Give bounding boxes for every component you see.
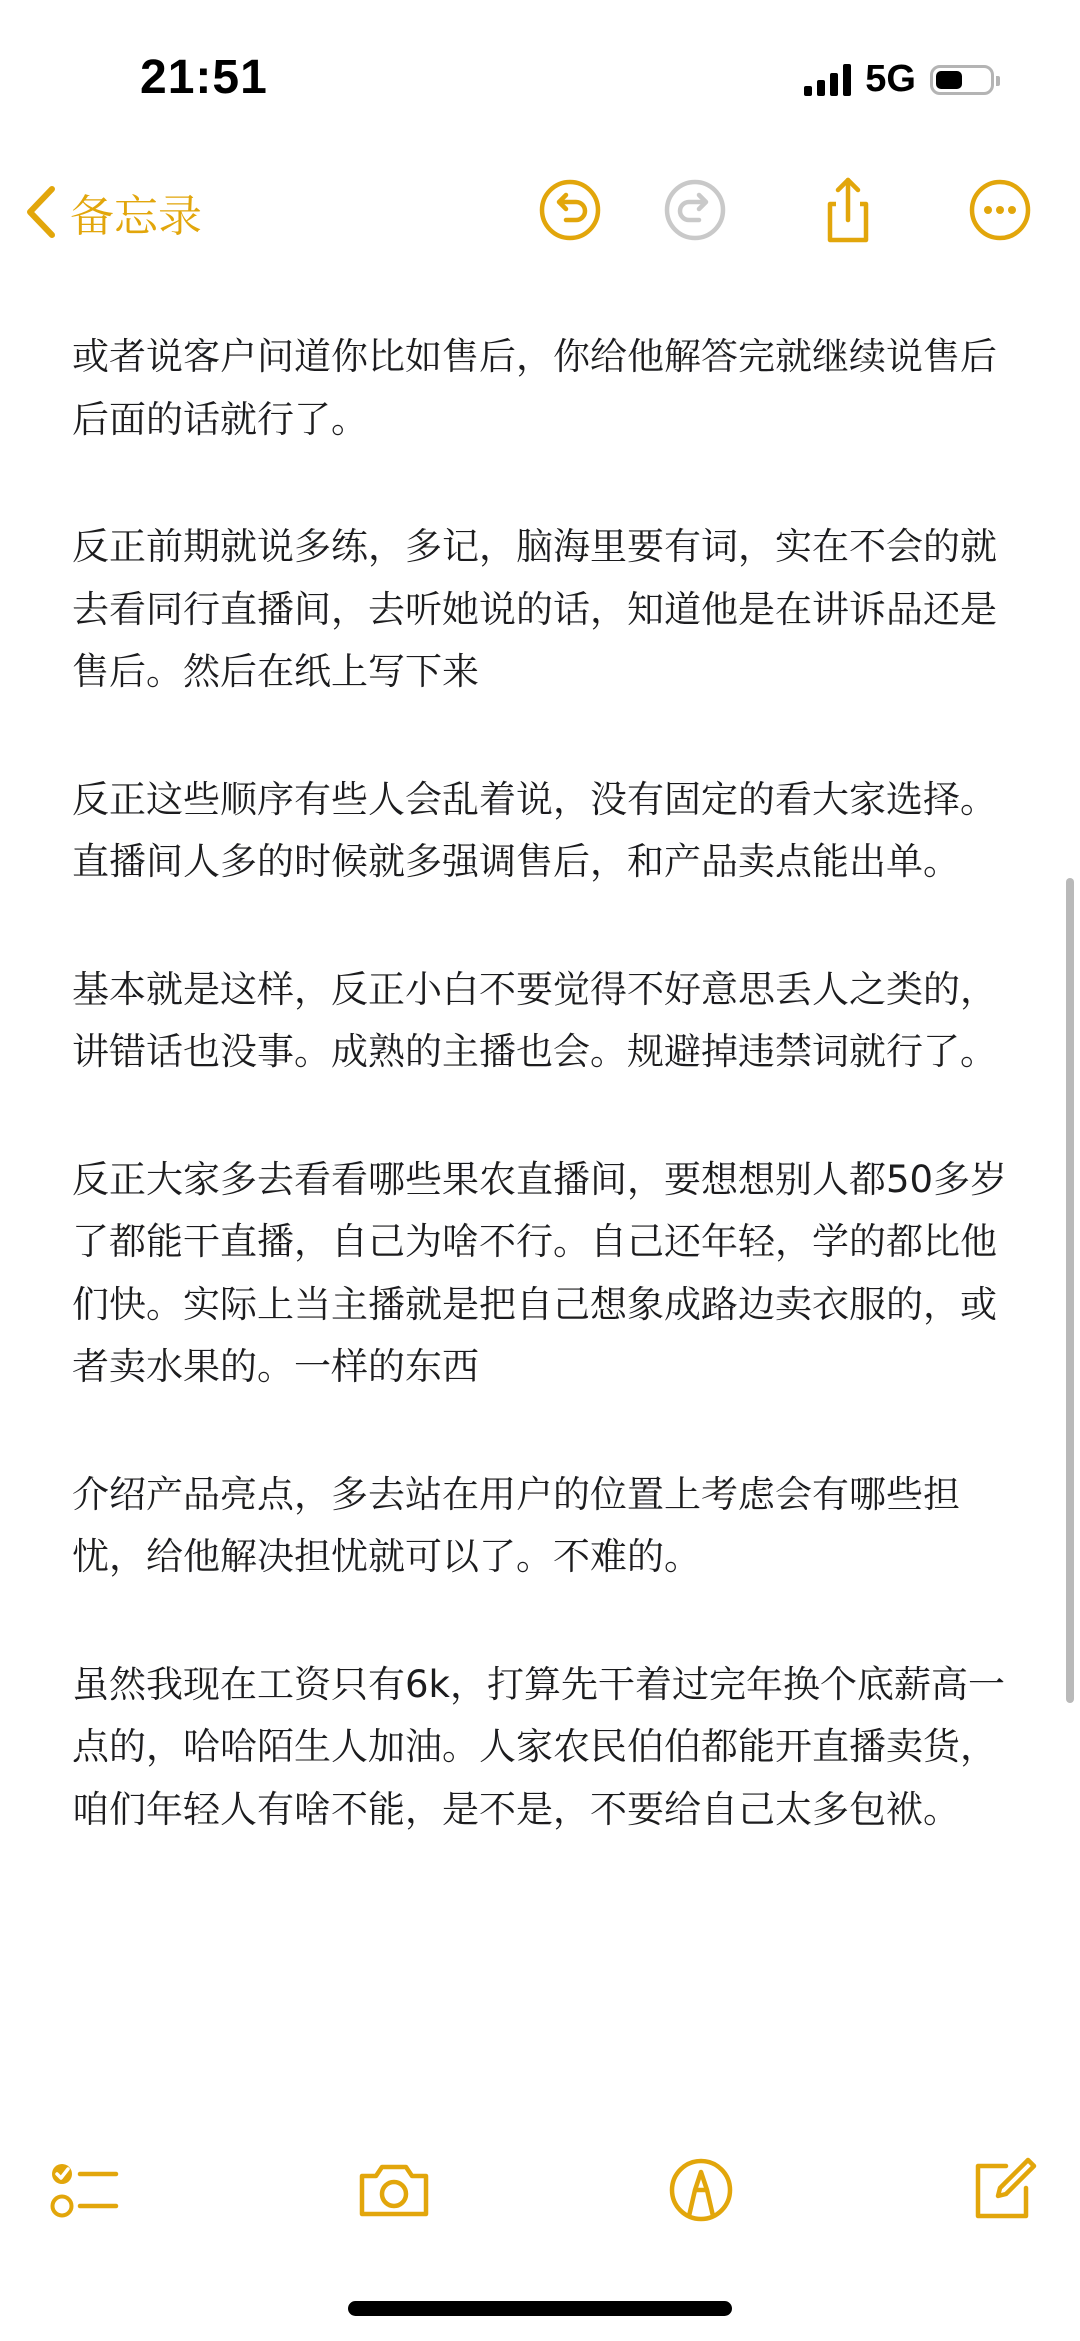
note-body[interactable] [72,326,1008,1906]
camera-button[interactable] [354,2150,434,2230]
note-paragraph: 或者说客户问道你比如售后，你给他解答完就继续说售后后面的话就行了。 [72,335,997,441]
chevron-left-icon [22,183,58,241]
markup-button[interactable] [661,2150,741,2230]
note-paragraph: 虽然我现在工资只有6k，打算先干着过完年换个底薪高一点的，哈哈陌生人加油。人家农民伯伯都能开直播卖货，咱们年轻人有啥不能，是不是，不要给自己太多包袱。 [72,1662,1005,1831]
note-paragraph: 介绍产品亮点，多去站在用户的位置上考虑会有哪些担忧，给他解决担忧就可以了。不难的。 [72,1472,960,1578]
more-icon [960,170,1040,250]
markup-icon [661,2150,741,2230]
checklist-icon [44,2150,124,2230]
bottom-toolbar [0,2130,1080,2250]
redo-button[interactable] [655,170,735,250]
back-button[interactable] [22,180,202,244]
home-indicator[interactable] [348,2301,732,2316]
checklist-button[interactable] [44,2150,124,2230]
scroll-indicator[interactable] [1066,878,1074,1703]
cellular-signal-icon [804,64,851,96]
network-type: 5G [865,58,916,100]
undo-icon [530,170,610,250]
redo-icon [655,170,735,250]
status-time: 21:51 [140,51,268,104]
more-button[interactable] [960,170,1040,250]
compose-icon [962,2150,1042,2230]
battery-icon [930,65,994,95]
status-indicators [804,58,994,101]
compose-button[interactable] [962,2150,1042,2230]
navigation-bar [0,150,1080,270]
undo-button[interactable] [530,170,610,250]
share-icon [808,170,888,250]
note-paragraph: 反正大家多去看看哪些果农直播间，要想想别人都50多岁了都能干直播，自己为啥不行。自己还年轻，学的都比他们快。实际上当主播就是把自己想象成路边卖衣服的，或者卖水果的。一样的东西 [72,1157,1008,1388]
note-paragraph: 基本就是这样，反正小白不要觉得不好意思丢人之类的，讲错话也没事。成熟的主播也会。规避掉违禁词就行了。 [72,967,997,1073]
note-paragraph: 反正前期就说多练，多记，脑海里要有词，实在不会的就去看同行直播间，去听她说的话，知道他是在讲诉品还是售后。然后在纸上写下来 [72,525,997,693]
share-button[interactable] [808,170,888,250]
status-bar [0,0,1080,150]
back-button-label: 备忘录 [70,191,202,242]
note-paragraph: 反正这些顺序有些人会乱着说，没有固定的看大家选择。直播间人多的时候就多强调售后，和产品卖点能出单。 [72,777,997,883]
camera-icon [354,2150,434,2230]
